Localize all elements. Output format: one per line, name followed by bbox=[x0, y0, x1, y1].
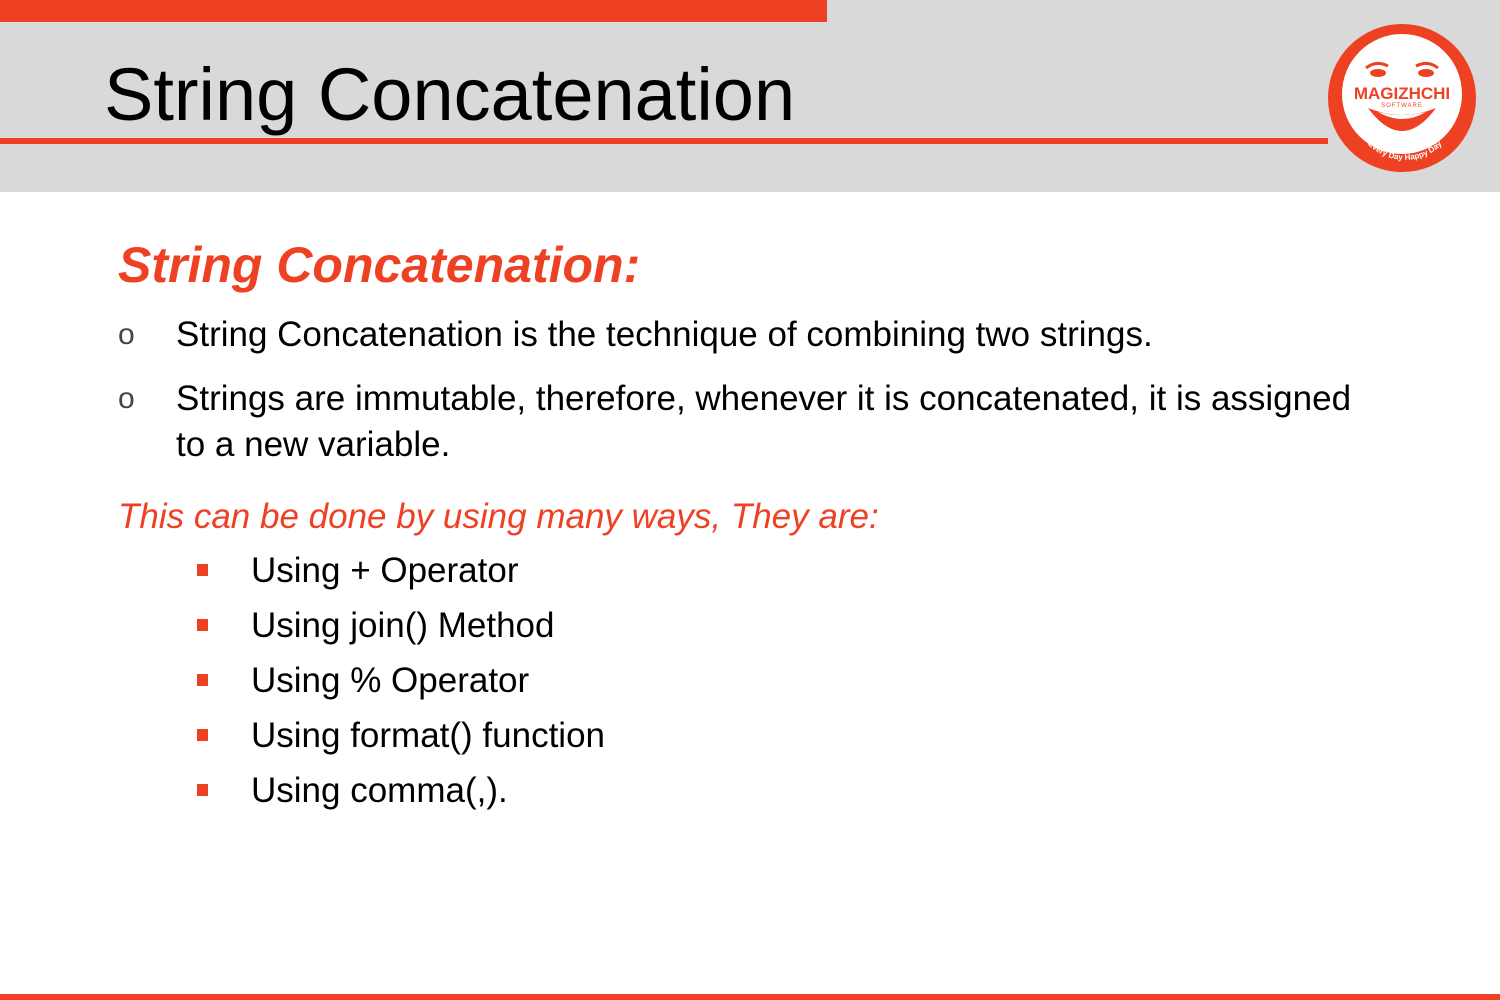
hollow-circle-bullet-icon: o bbox=[118, 318, 135, 351]
red-square-bullet-icon bbox=[197, 674, 208, 686]
way-text: Using comma(,). bbox=[251, 771, 508, 810]
ways-list bbox=[194, 548, 1368, 814]
logo-brand: MAGIZHCHI bbox=[1353, 84, 1451, 103]
list-item bbox=[118, 312, 1368, 358]
red-square-bullet-icon bbox=[197, 729, 208, 741]
bullet-text: Strings are immutable, therefore, whenever it is concatenated, it is assigned to a new variable. bbox=[176, 379, 1352, 464]
bullet-text: String Concatenation is the technique of combining two strings. bbox=[176, 315, 1153, 354]
logo-tagline-path: Every Day Happy Day bbox=[1366, 139, 1444, 163]
way-text: Using % Operator bbox=[251, 661, 530, 700]
way-text: Using + Operator bbox=[251, 551, 519, 590]
list-item bbox=[118, 376, 1368, 468]
bottom-accent-line bbox=[0, 994, 1500, 1000]
magizhchi-logo bbox=[1326, 22, 1478, 174]
way-text: Using join() Method bbox=[251, 606, 555, 645]
logo-sub: SOFTWARE bbox=[1381, 103, 1423, 109]
page-title: String Concatenation bbox=[104, 53, 796, 136]
way-text: Using format() function bbox=[251, 716, 606, 755]
hollow-circle-bullet-icon: o bbox=[118, 382, 135, 415]
list-item bbox=[194, 768, 1368, 814]
red-square-bullet-icon bbox=[197, 784, 208, 796]
section-heading: String Concatenation: bbox=[118, 237, 641, 293]
ways-lead-in: This can be done by using many ways, They are: bbox=[118, 497, 879, 536]
list-item bbox=[194, 713, 1368, 759]
list-item bbox=[194, 548, 1368, 594]
list-item bbox=[194, 603, 1368, 649]
red-square-bullet-icon bbox=[197, 619, 208, 631]
red-square-bullet-icon bbox=[197, 564, 208, 576]
top-accent-bar bbox=[0, 0, 827, 22]
slide-content bbox=[118, 232, 1368, 823]
list-item bbox=[194, 658, 1368, 704]
definition-list bbox=[118, 312, 1368, 468]
